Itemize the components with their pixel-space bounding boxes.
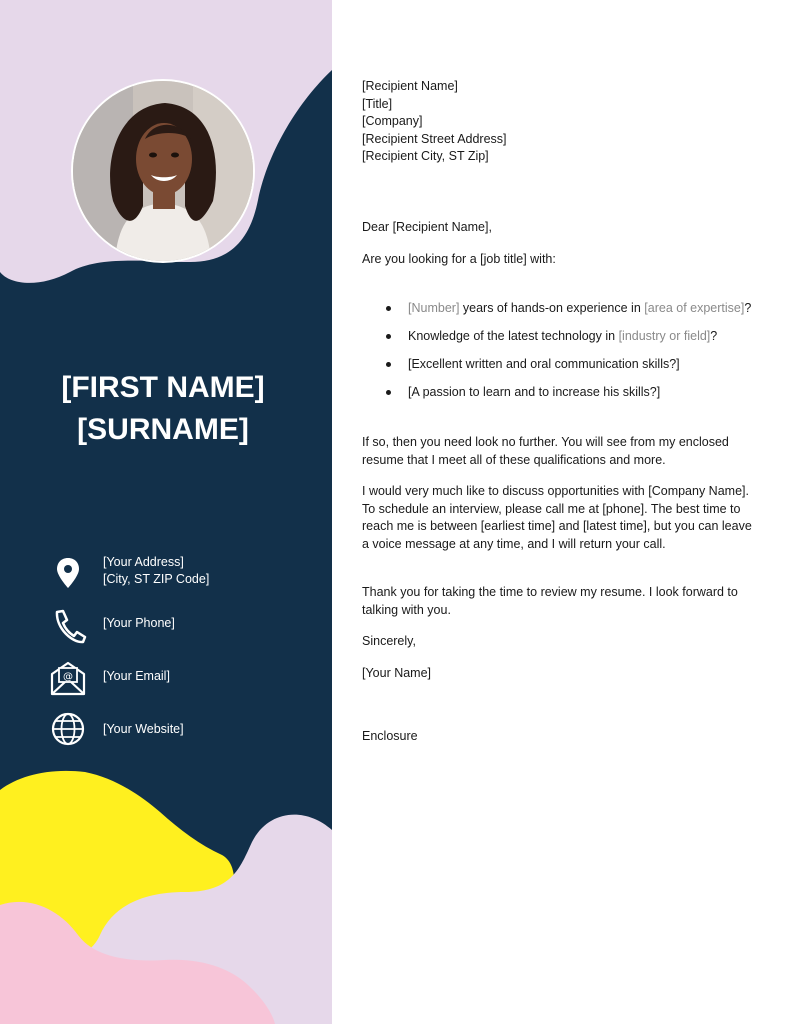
intro-line: Are you looking for a [job title] with: (362, 252, 556, 266)
recipient-title: [Title] (362, 96, 393, 111)
surname: [SURNAME] (77, 413, 249, 446)
globe-icon (48, 710, 88, 750)
paragraph-3: Thank you for taking the time to review my resume. I look forward to talking with you. (362, 585, 738, 617)
list-item (362, 326, 762, 346)
placeholder-text: Number] (411, 301, 460, 315)
recipient-block (362, 78, 762, 166)
placeholder-text: area of expertise] (647, 301, 745, 315)
enclosure: Enclosure (362, 729, 418, 743)
bullet-text: ? (710, 329, 718, 343)
recipient-company: [Company] (362, 114, 423, 128)
recipient-city: [Recipient City, ST Zip] (362, 149, 489, 163)
qualifications-list (362, 298, 762, 402)
letter-body (362, 78, 762, 743)
portrait-illustration (73, 81, 253, 261)
placeholder-text: [ (408, 301, 412, 315)
recipient-name: [Recipient Name] (362, 79, 458, 93)
list-item: [A passion to learn and to increase his skills?] (362, 382, 762, 402)
list-item: [Excellent written and oral communication skills?] (362, 354, 762, 374)
address-line: [Your Address] (103, 555, 184, 569)
contact-website (48, 710, 318, 750)
phone-icon (48, 606, 88, 646)
email-text: [Your Email] (103, 669, 170, 683)
bullet-text: years of hands-on experience in (459, 301, 645, 315)
paragraph-1: If so, then you need look no further. You will see from my enclosed resume that I meet all of these qualifications and more. (362, 435, 729, 467)
first-name: [FIRST NAME] (61, 371, 265, 404)
placeholder-text: [ (644, 301, 648, 315)
profile-photo (71, 79, 255, 263)
phone-text: [Your Phone] (103, 616, 175, 630)
contact-email (48, 658, 318, 698)
salutation: Dear [Recipient Name], (362, 220, 492, 234)
placeholder-text: [industry or field] (618, 329, 711, 343)
bullet-text: ? (744, 301, 752, 315)
paragraph-2: I would very much like to discuss opportunities with [Company Name]. To schedule an interview, please call me at [phone]. The best time to reach me is between [earliest time] and [latest time], but you can leave a voice message at any time, and I will return your call. (362, 484, 752, 551)
closing: Sincerely, (362, 634, 416, 648)
city-line: [City, ST ZIP Code] (103, 572, 210, 586)
contact-address (48, 554, 318, 594)
location-pin-icon (48, 554, 88, 594)
signature: [Your Name] (362, 666, 432, 680)
list-item (362, 298, 762, 318)
recipient-street: [Recipient Street Address] (362, 131, 507, 146)
svg-text:@: @ (63, 671, 73, 683)
bullet-text: Knowledge of the latest technology in (408, 329, 619, 343)
email-icon (48, 658, 88, 698)
sidebar (0, 0, 332, 1024)
contact-phone (48, 606, 318, 646)
website-text: [Your Website] (103, 722, 184, 736)
